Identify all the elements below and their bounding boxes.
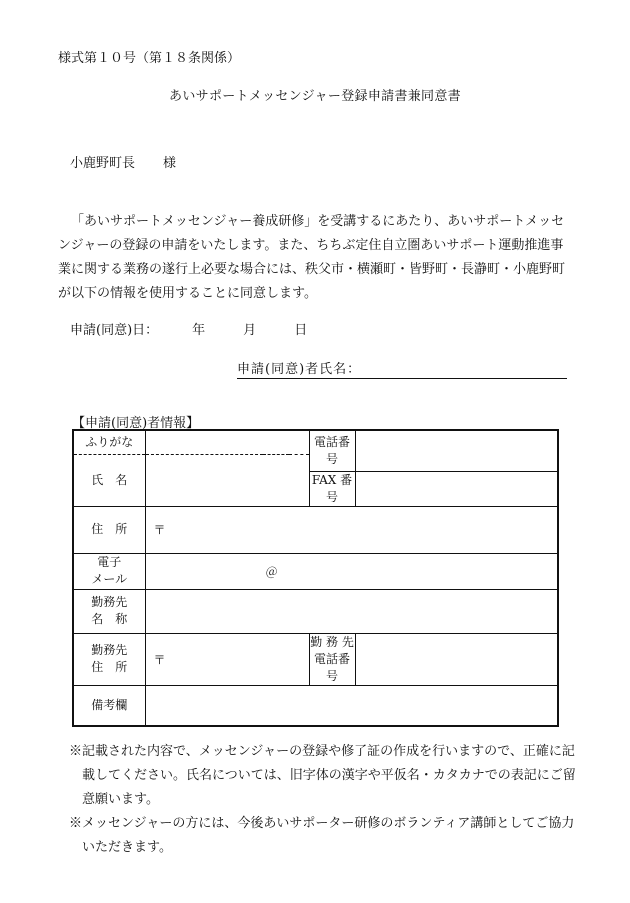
workplace-name-label-line-1: 勤務先 xyxy=(91,595,128,609)
furigana-label: ふりがな xyxy=(73,430,145,454)
workplace-address-label xyxy=(73,633,145,685)
addressee-honorific: 様 xyxy=(163,156,177,171)
fax-label: FAX 番号 xyxy=(309,471,355,506)
body-paragraph xyxy=(58,210,576,306)
document-title: あいサポートメッセンジャー登録申請書兼同意書 xyxy=(169,89,461,104)
date-label: 申請(同意)日： xyxy=(70,323,159,338)
workplace-name-label-line-2: 名 称 xyxy=(91,612,128,626)
addressee-name: 小鹿野町長 xyxy=(70,156,136,171)
email-at-mark: ＠ xyxy=(265,564,278,579)
phone-field[interactable] xyxy=(355,430,558,471)
email-label-line-2: メール xyxy=(91,572,128,586)
workplace-name-field[interactable] xyxy=(145,589,558,633)
month-label: 月 xyxy=(243,323,257,338)
workplace-name-label xyxy=(73,589,145,633)
address-label: 住 所 xyxy=(73,506,145,553)
fax-field[interactable] xyxy=(355,471,558,506)
applicant-name-label: 申請(同意)者氏名： xyxy=(237,362,362,377)
remarks-label: 備考欄 xyxy=(73,685,145,726)
workplace-address-label-line-1: 勤務先 xyxy=(91,643,128,657)
furigana-field[interactable] xyxy=(145,430,309,454)
applicant-info-table xyxy=(72,429,559,727)
workplace-phone-label-line-1: 勤 務 先 xyxy=(310,634,354,649)
workplace-phone-field[interactable] xyxy=(355,633,558,685)
application-date-line xyxy=(70,319,307,338)
consent-text: 「あいサポートメッセンジャー養成研修」を受講するにあたり、あいサポートメッセンジャーの登録の申請をいたします。また、ちちぶ定住自立圏あいサポート運動推進事業に関する業務の遂行上必要な場合には、秩父市・横瀬町・皆野町・長瀞町・小鹿野町が以下の情報を使用することに同意します。 xyxy=(58,214,566,301)
phone-label: 電話番号 xyxy=(309,430,355,471)
email-label xyxy=(73,553,145,589)
workplace-address-field[interactable] xyxy=(145,633,309,685)
email-field[interactable] xyxy=(145,553,558,589)
workplace-address-label-line-2: 住 所 xyxy=(91,660,128,674)
name-label: 氏 名 xyxy=(73,454,145,506)
workplace-phone-label xyxy=(309,633,355,685)
workplace-phone-label-line-2: 電話番号 xyxy=(314,651,351,683)
postal-mark: 〒 xyxy=(153,523,166,537)
year-label: 年 xyxy=(192,323,206,338)
day-label: 日 xyxy=(294,323,308,338)
form-number: 様式第１０号（第１８条関係） xyxy=(58,51,241,66)
email-label-line-1: 電子 xyxy=(97,555,122,569)
workplace-postal-mark: 〒 xyxy=(153,652,166,667)
remarks-field[interactable] xyxy=(145,685,558,726)
applicant-name-line[interactable] xyxy=(237,358,567,379)
info-heading: 【申請(同意)者情報】 xyxy=(72,416,200,431)
addressee xyxy=(70,152,176,171)
note-volunteer: ※メッセンジャーの方には、今後あいサポーター研修のボランティア講師としてご協力いただきます。 xyxy=(69,816,575,855)
name-field[interactable] xyxy=(145,454,309,506)
address-field[interactable] xyxy=(145,506,558,553)
notes xyxy=(69,740,579,860)
note-registration: ※記載された内容で、メッセンジャーの登録や修了証の作成を行いますので、正確に記載してください。氏名については、旧字体の漢字や平仮名・カタカナでの表記にご留意願います。 xyxy=(69,744,576,807)
